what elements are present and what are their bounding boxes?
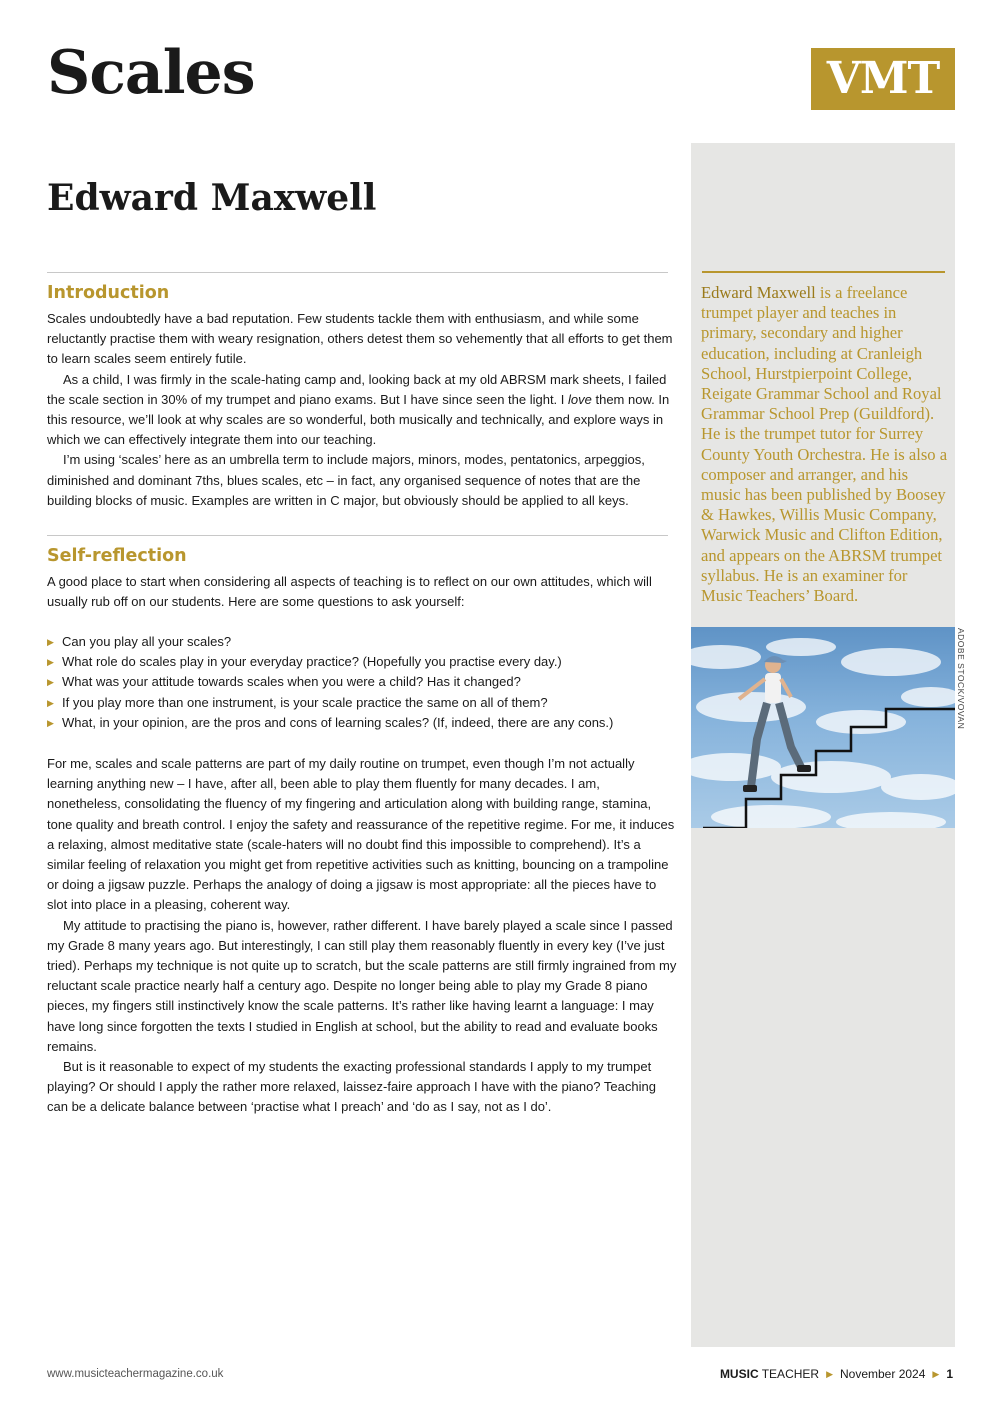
reflection-paragraph-2: My attitude to practising the piano is, however, rather different. I have barely played a scale since I passed my Grade 8 many years ago. But interestingly, I can still play them reasonably fluently in every key (I’ve just tried). Perhaps my technique is not quite up to scratch, but the scale patterns are still firmly ingrained from my reluctant scale practice nearly half a century ago. Despite no longer being able to play my Grade 8 piano pieces, my fingers still instinctively know the scale patterns. It’s rather like having learnt a language: I may have long since forgotten the texts I studied in English at school, but the ability to read and evaluate books remains. bbox=[47, 917, 677, 1054]
self-reflection-intro bbox=[47, 572, 677, 612]
intro-p2-end: them now. In this resource, we’ll look at why scales are so wonderful, both musically and technically, and explore ways in which we can effectively integrate them into our teaching. bbox=[47, 391, 670, 448]
list-item: ▶ What, in your opinion, are the pros and cons of learning scales? (If, indeed, there are any cons.) bbox=[47, 713, 677, 733]
reflection-paragraph-1: For me, scales and scale patterns are part of my daily routine on trumpet, even though I’m not actually learning anything new – I have, after all, been able to play them fluently for many decades. I am, nonetheless, consolidating the fluency of my fingering and articulation along with building range, stamina, tone quality and breath control. I enjoy the safety and reassurance of the repetitive regime. For me, it induces a relaxing, almost meditative state (scale-haters will no doubt find this impossible to comprehend). It’s a similar feeling of relaxation you might get from repetitive activities such as knitting, bouncing on a trampoline or doing a jigsaw puzzle. Perhaps the analogy of doing a jigsaw is most appropriate: all the pieces have to slot into place in a pleasing, coherent way. bbox=[47, 756, 675, 913]
list-item: ▶ If you play more than one instrument, is your scale practice the same on all of them? bbox=[47, 693, 677, 713]
vmt-logo: VMT bbox=[811, 48, 955, 110]
intro-divider bbox=[47, 272, 668, 273]
issue-date: November 2024 bbox=[840, 1367, 926, 1381]
list-item: ▶ What was your attitude towards scales when you were a child? Has it changed? bbox=[47, 672, 677, 692]
self-reflection-intro-text: A good place to start when considering all aspects of teaching is to reflect on our own attitudes, which will usually rub off on our students. Here are some questions to ask yourself: bbox=[47, 574, 652, 610]
page-number: 1 bbox=[946, 1367, 953, 1381]
triangle-icon: ▶ bbox=[932, 1368, 940, 1379]
questions-list bbox=[47, 632, 677, 733]
self-reflection-heading: Self-reflection bbox=[47, 546, 187, 566]
bio-divider bbox=[702, 271, 945, 273]
magazine-name-rest: TEACHER bbox=[758, 1367, 820, 1381]
self-reflection-divider bbox=[47, 535, 668, 536]
bio-name: Edward Maxwell bbox=[701, 283, 816, 302]
self-reflection-body bbox=[47, 754, 677, 1118]
reflection-paragraph-3: But is it reasonable to expect of my students the exacting professional standards I apply to my trumpet playing? Or should I apply the rather more relaxed, laissez-faire approach I have with the piano? Teaching can be a delicate balance between ‘practise what I preach’ and ‘do as I say, not as I do’. bbox=[47, 1059, 656, 1115]
introduction-heading: Introduction bbox=[47, 283, 170, 303]
footer-issue-info bbox=[720, 1367, 953, 1381]
footer-website-link[interactable]: www.musicteachermagazine.co.uk bbox=[47, 1368, 224, 1380]
photo-credit: ADOBE STOCK/VOVAN bbox=[956, 628, 966, 730]
triangle-icon: ▶ bbox=[826, 1368, 833, 1379]
list-item: ▶ Can you play all your scales? bbox=[47, 632, 677, 652]
page-title: Scales bbox=[47, 38, 255, 108]
magazine-name bbox=[720, 1367, 819, 1381]
magazine-name-bold: MUSIC bbox=[719, 1367, 759, 1381]
author-bio bbox=[701, 283, 949, 606]
bio-text: is a freelance trumpet player and teaches in primary, secondary and higher education, including at Cranleigh School, Hurstpierpoint College, Reigate Grammar School and Royal Grammar School Prep (Guildford). He is the trumpet tutor for Surrey County Youth Orchestra. He is also a composer and arranger, and his music has been published by Boosey & Hawkes, Willis Music Company, Warwick Music and Clifton Edition, and appears on the ABRSM trumpet syllabus. He is an examiner for Music Teachers’ Board. bbox=[701, 283, 948, 606]
list-item: ▶ What role do scales play in your everyday practice? (Hopefully you practise every day.) bbox=[47, 652, 677, 672]
boy-walking-stairs-photo bbox=[691, 627, 955, 828]
introduction-body bbox=[47, 309, 677, 511]
photo-illustration bbox=[691, 627, 955, 828]
intro-paragraph-2 bbox=[47, 370, 677, 451]
intro-paragraph-1: Scales undoubtedly have a bad reputation. Few students tackle them with enthusiasm, and while some reluctantly practise them with weary resignation, others detest them so vehemently that all efforts to get them to learn scales seem entirely futile. bbox=[47, 311, 673, 367]
intro-p2-start: As a child, I was firmly in the scale-hating camp and, looking back at my old ABRSM mark sheets, I failed the scale section in 30% of my trumpet and piano exams. But I have since seen the light. I bbox=[47, 371, 667, 407]
intro-paragraph-3: I’m using ‘scales’ here as an umbrella term to include majors, minors, modes, pentatonics, arpeggios, diminished and dominant 7ths, blues scales, etc – in fact, any organised sequence of notes that are the building blocks of music. Examples are written in C major, but obviously should be applied to all keys. bbox=[47, 452, 645, 508]
author-name: Edward Maxwell bbox=[47, 177, 377, 219]
intro-p2-emphasis: love bbox=[568, 391, 592, 407]
